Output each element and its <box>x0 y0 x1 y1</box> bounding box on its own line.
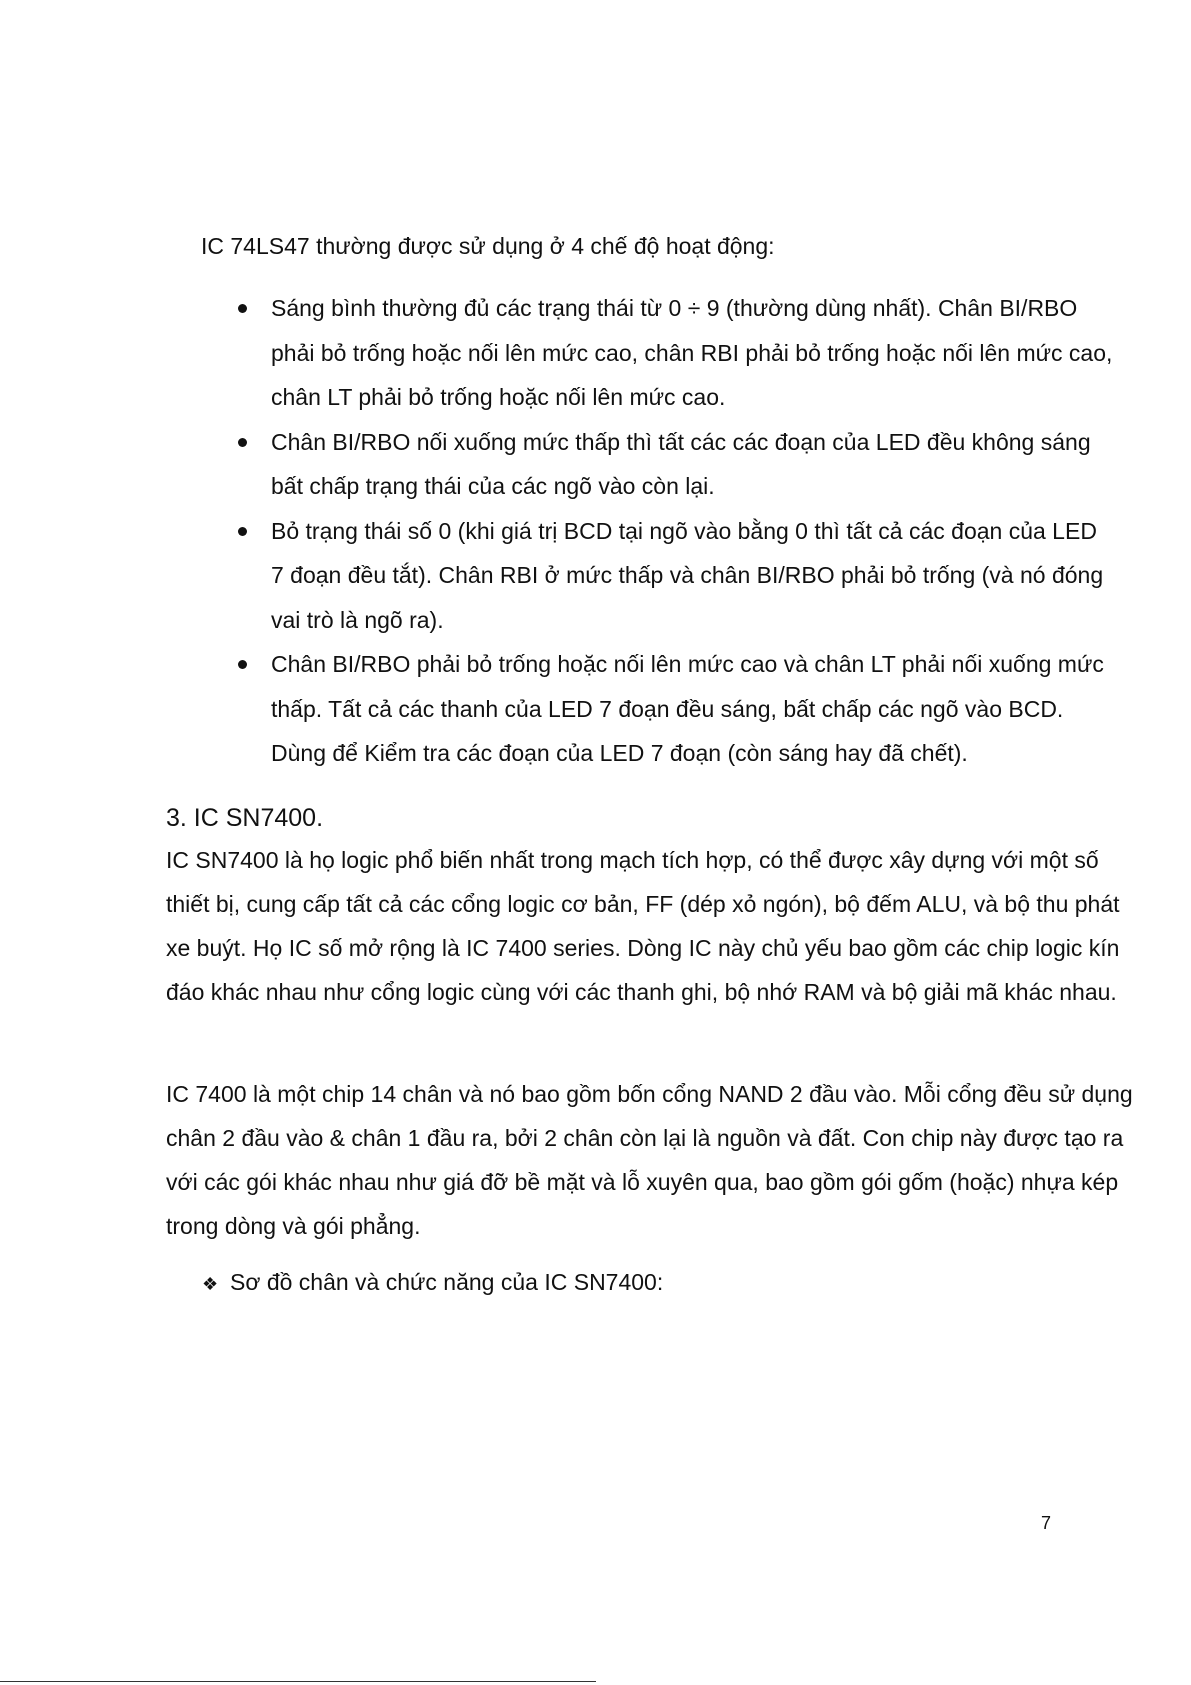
mode-item <box>236 642 1116 776</box>
mode-text: Sáng bình thường đủ các trạng thái từ 0 ÷ 9 (thường dùng nhất). Chân BI/RBO phải bỏ trống hoặc nối lên mức cao, chân RBI phải bỏ trống hoặc nối lên mức cao, chân LT phải bỏ trống hoặc nối lên mức cao. <box>271 295 1113 410</box>
section-heading: 3. IC SN7400. <box>166 804 324 832</box>
bullet-icon <box>238 527 247 536</box>
mode-text: Chân BI/RBO phải bỏ trống hoặc nối lên mức cao và chân LT phải nối xuống mức thấp. Tất cả các thanh của LED 7 đoạn đều sáng, bất chấp các ngõ vào BCD. Dùng để Kiểm tra các đoạn của LED 7 đoạn (còn sáng hay đã chết). <box>271 651 1104 766</box>
diamond-bullet-icon: ❖ <box>202 1274 219 1294</box>
subheading <box>202 1264 663 1302</box>
section-paragraph-2: IC 7400 là một chip 14 chân và nó bao gồm bốn cổng NAND 2 đầu vào. Mỗi cổng đều sử dụng chân 2 đầu vào & chân 1 đầu ra, bởi 2 chân còn lại là nguồn và đất. Con chip này được tạo ra với các gói khác nhau như giá đỡ bề mặt và lỗ xuyên qua, bao gồm gói gốm (hoặc) nhựa kép trong dòng và gói phẳng. <box>166 1081 1133 1239</box>
mode-item <box>236 420 1116 509</box>
bullet-icon <box>238 438 247 447</box>
page-number: 7 <box>1041 1513 1052 1533</box>
mode-item <box>236 286 1116 420</box>
section-paragraph-1: IC SN7400 là họ logic phổ biến nhất trong mạch tích hợp, có thể được xây dựng với một số thiết bị, cung cấp tất cả các cổng logic cơ bản, FF (dép xỏ ngón), bộ đếm ALU, và bộ thu phát xe buýt. Họ IC số mở rộng là IC 7400 series. Dòng IC này chủ yếu bao gồm các chip logic kín đáo khác nhau như cổng logic cùng với các thanh ghi, bộ nhớ RAM và bộ giải mã khác nhau. <box>166 847 1120 1005</box>
mode-text: Chân BI/RBO nối xuống mức thấp thì tất các các đoạn của LED đều không sáng bất chấp trạng thái của các ngõ vào còn lại. <box>271 428 1091 499</box>
footer-divider <box>0 1681 596 1682</box>
mode-list <box>236 286 1116 776</box>
intro-text: IC 74LS47 thường được sử dụng ở 4 chế độ hoạt động: <box>201 233 775 259</box>
bullet-icon <box>238 660 247 669</box>
subheading-text: Sơ đồ chân và chức năng của IC SN7400: <box>230 1269 664 1295</box>
bullet-icon <box>238 304 247 313</box>
mode-text: Bỏ trạng thái số 0 (khi giá trị BCD tại ngõ vào bằng 0 thì tất cả các đoạn của LED 7 đoạn đều tắt). Chân RBI ở mức thấp và chân BI/RBO phải bỏ trống (và nó đóng vai trò là ngõ ra). <box>271 517 1104 633</box>
mode-item <box>236 509 1116 643</box>
